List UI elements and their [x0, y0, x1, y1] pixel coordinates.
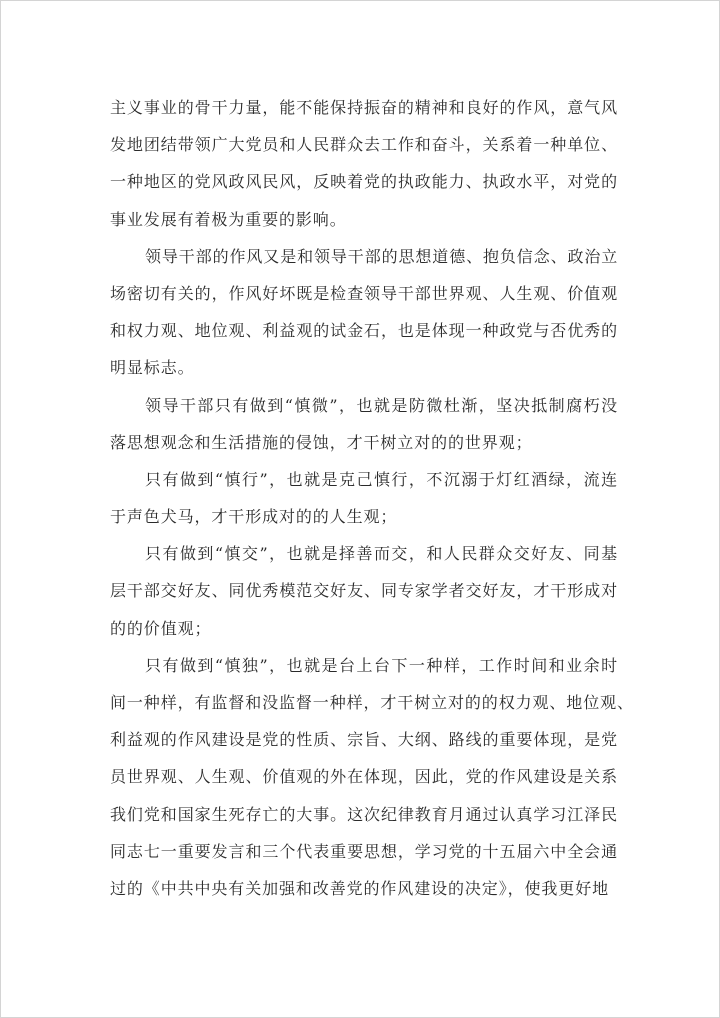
text-line: 过的《中共中央有关加强和改善党的作风建设的决定》，使我更好地 [110, 878, 610, 898]
paragraph [110, 238, 618, 387]
text-line: 员世界观、人生观、价值观的外在体现，因此，党的作风建设是关系 [110, 767, 618, 787]
text-line: 落思想观念和生活措施的侵蚀，才干树立对的的世界观； [110, 432, 533, 452]
text-line: 主义事业的骨干力量，能不能保持振奋的精神和良好的作风，意气风 [110, 98, 618, 117]
text-line: 我们党和国家生死存亡的大事。这次纪律教育月通过认真学习江泽民 [110, 804, 618, 824]
text-line: 间一种样，有监督和没监督一种样，才干树立对的的权力观、地位观、 [110, 693, 634, 712]
text-line: 于声色犬马，才干形成对的的人生观； [110, 507, 398, 527]
text-line: 只有做到“慎行”，也就是克己慎行，不沉溺于灯红酒绿，流连 [145, 469, 618, 489]
text-line: 一种地区的党风政风民风，反映着党的执政能力、执政水平，对党的 [110, 172, 618, 192]
text-line: 同志七一重要发言和三个代表重要思想，学习党的十五届六中全会通 [110, 841, 618, 861]
text-line: 事业发展有着极为重要的影响。 [110, 209, 347, 229]
paragraph [110, 89, 618, 238]
text-line: 领导干部的作风又是和领导干部的思想道德、抱负信念、政治立 [145, 246, 619, 266]
document-body [110, 89, 634, 907]
paragraph [110, 387, 618, 461]
text-line: 层干部交好友、同优秀模范交好友、同专家学者交好友，才干形成对 [110, 581, 618, 601]
text-line: 只有做到“慎交”，也就是择善而交，和人民群众交好友、同基 [145, 544, 618, 564]
text-line: 领导干部只有做到“慎微”，也就是防微杜渐，坚决抵制腐朽没 [145, 395, 618, 415]
text-line: 和权力观、地位观、利益观的试金石，也是体现一种政党与否优秀的 [110, 321, 618, 341]
text-line: 的的价值观； [110, 618, 212, 638]
paragraph [110, 535, 618, 647]
text-line: 只有做到“慎独”，也就是台上台下一种样，工作时间和业余时 [145, 655, 618, 675]
text-line: 发地团结带领广大党员和人民群众去工作和奋斗，关系着一种单位、 [110, 135, 618, 155]
text-line: 场密切有关的，作风好坏既是检查领导干部世界观、人生观、价值观 [110, 283, 618, 303]
text-line: 明显标志。 [110, 358, 195, 378]
paragraph [110, 647, 634, 907]
text-line: 利益观的作风建设是党的性质、宗旨、大纲、路线的重要体现，是党 [110, 730, 618, 750]
paragraph [110, 461, 618, 535]
